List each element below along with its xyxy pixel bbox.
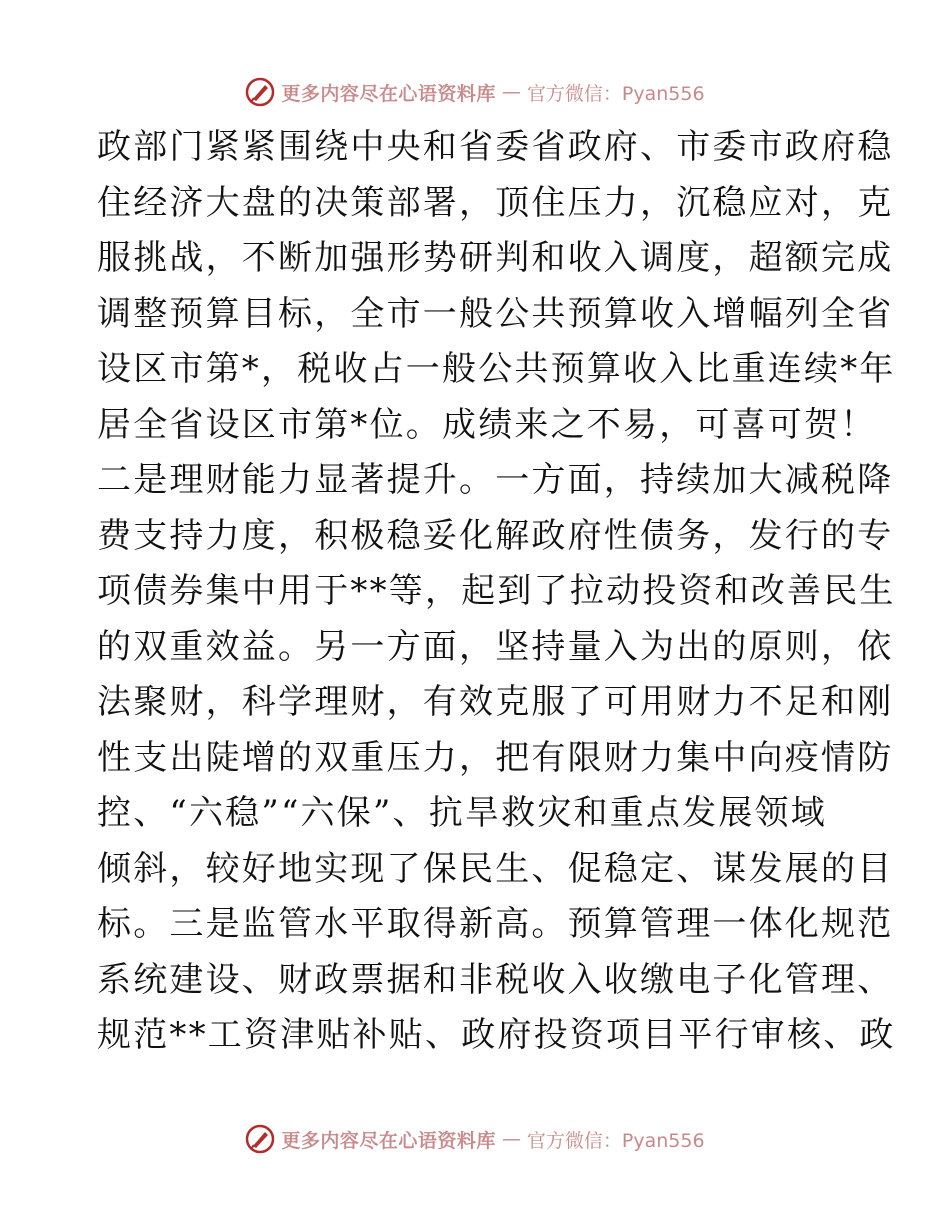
body-line: 性支出陡增的双重压力，把有限财力集中向疫情防 (97, 737, 894, 778)
body-line: 标。三是监管水平取得新高。预算管理一体化规范 (97, 904, 894, 944)
body-line: 费支持力度，积极稳妥化解政府性债务，发行的专 (97, 515, 894, 556)
body-line: 设区市第*，税收占一般公共预算收入比重连续*年 (97, 349, 896, 389)
watermark-contact: 官方微信：Pyan556 (526, 1129, 705, 1152)
quill-logo-icon (245, 77, 275, 107)
body-line: 的双重效益。另一方面，坚持量入为出的原则，依 (97, 626, 894, 667)
body-line: 系统建设、财政票据和非税收入收缴电子化管理、 (97, 959, 894, 1000)
quill-logo-icon (245, 1124, 275, 1154)
watermark-title: 更多内容尽在心语资料库 (281, 1129, 496, 1152)
body-line: 二是理财能力显著提升。一方面，持续加大减税降 (97, 460, 894, 500)
body-line: 法聚财，科学理财，有效克服了可用财力不足和刚 (97, 682, 894, 722)
body-line: 服挑战，不断加强形势研判和收入调度，超额完成 (97, 238, 894, 278)
body-line: 住经济大盘的决策部署，顶住压力，沉稳应对，克 (97, 182, 894, 223)
body-line: 规范**工资津贴补贴、政府投资项目平行审核、政 (97, 1015, 896, 1055)
watermark-dash: — (501, 81, 521, 103)
body-line: 项债券集中用于**等，起到了拉动投资和改善民生 (97, 571, 896, 611)
watermark-title: 更多内容尽在心语资料库 (281, 82, 496, 105)
header-watermark (0, 72, 950, 112)
body-line: 倾斜，较好地实现了保民生、促稳定、谋发展的目 (97, 848, 894, 889)
body-line: 政部门紧紧围绕中央和省委省政府、市委市政府稳 (97, 127, 894, 167)
body-line: 居全省设区市第*位。成绩来之不易，可喜可贺！ (97, 404, 877, 445)
body-line: 调整预算目标，全市一般公共预算收入增幅列全省 (97, 293, 894, 334)
watermark-contact: 官方微信：Pyan556 (526, 82, 705, 105)
footer-watermark (0, 1119, 950, 1159)
document-body (97, 120, 896, 1064)
watermark-dash: — (501, 1128, 521, 1150)
body-line: 控、“六稳”“六保”、抗旱救灾和重点发展领域 (97, 793, 827, 833)
